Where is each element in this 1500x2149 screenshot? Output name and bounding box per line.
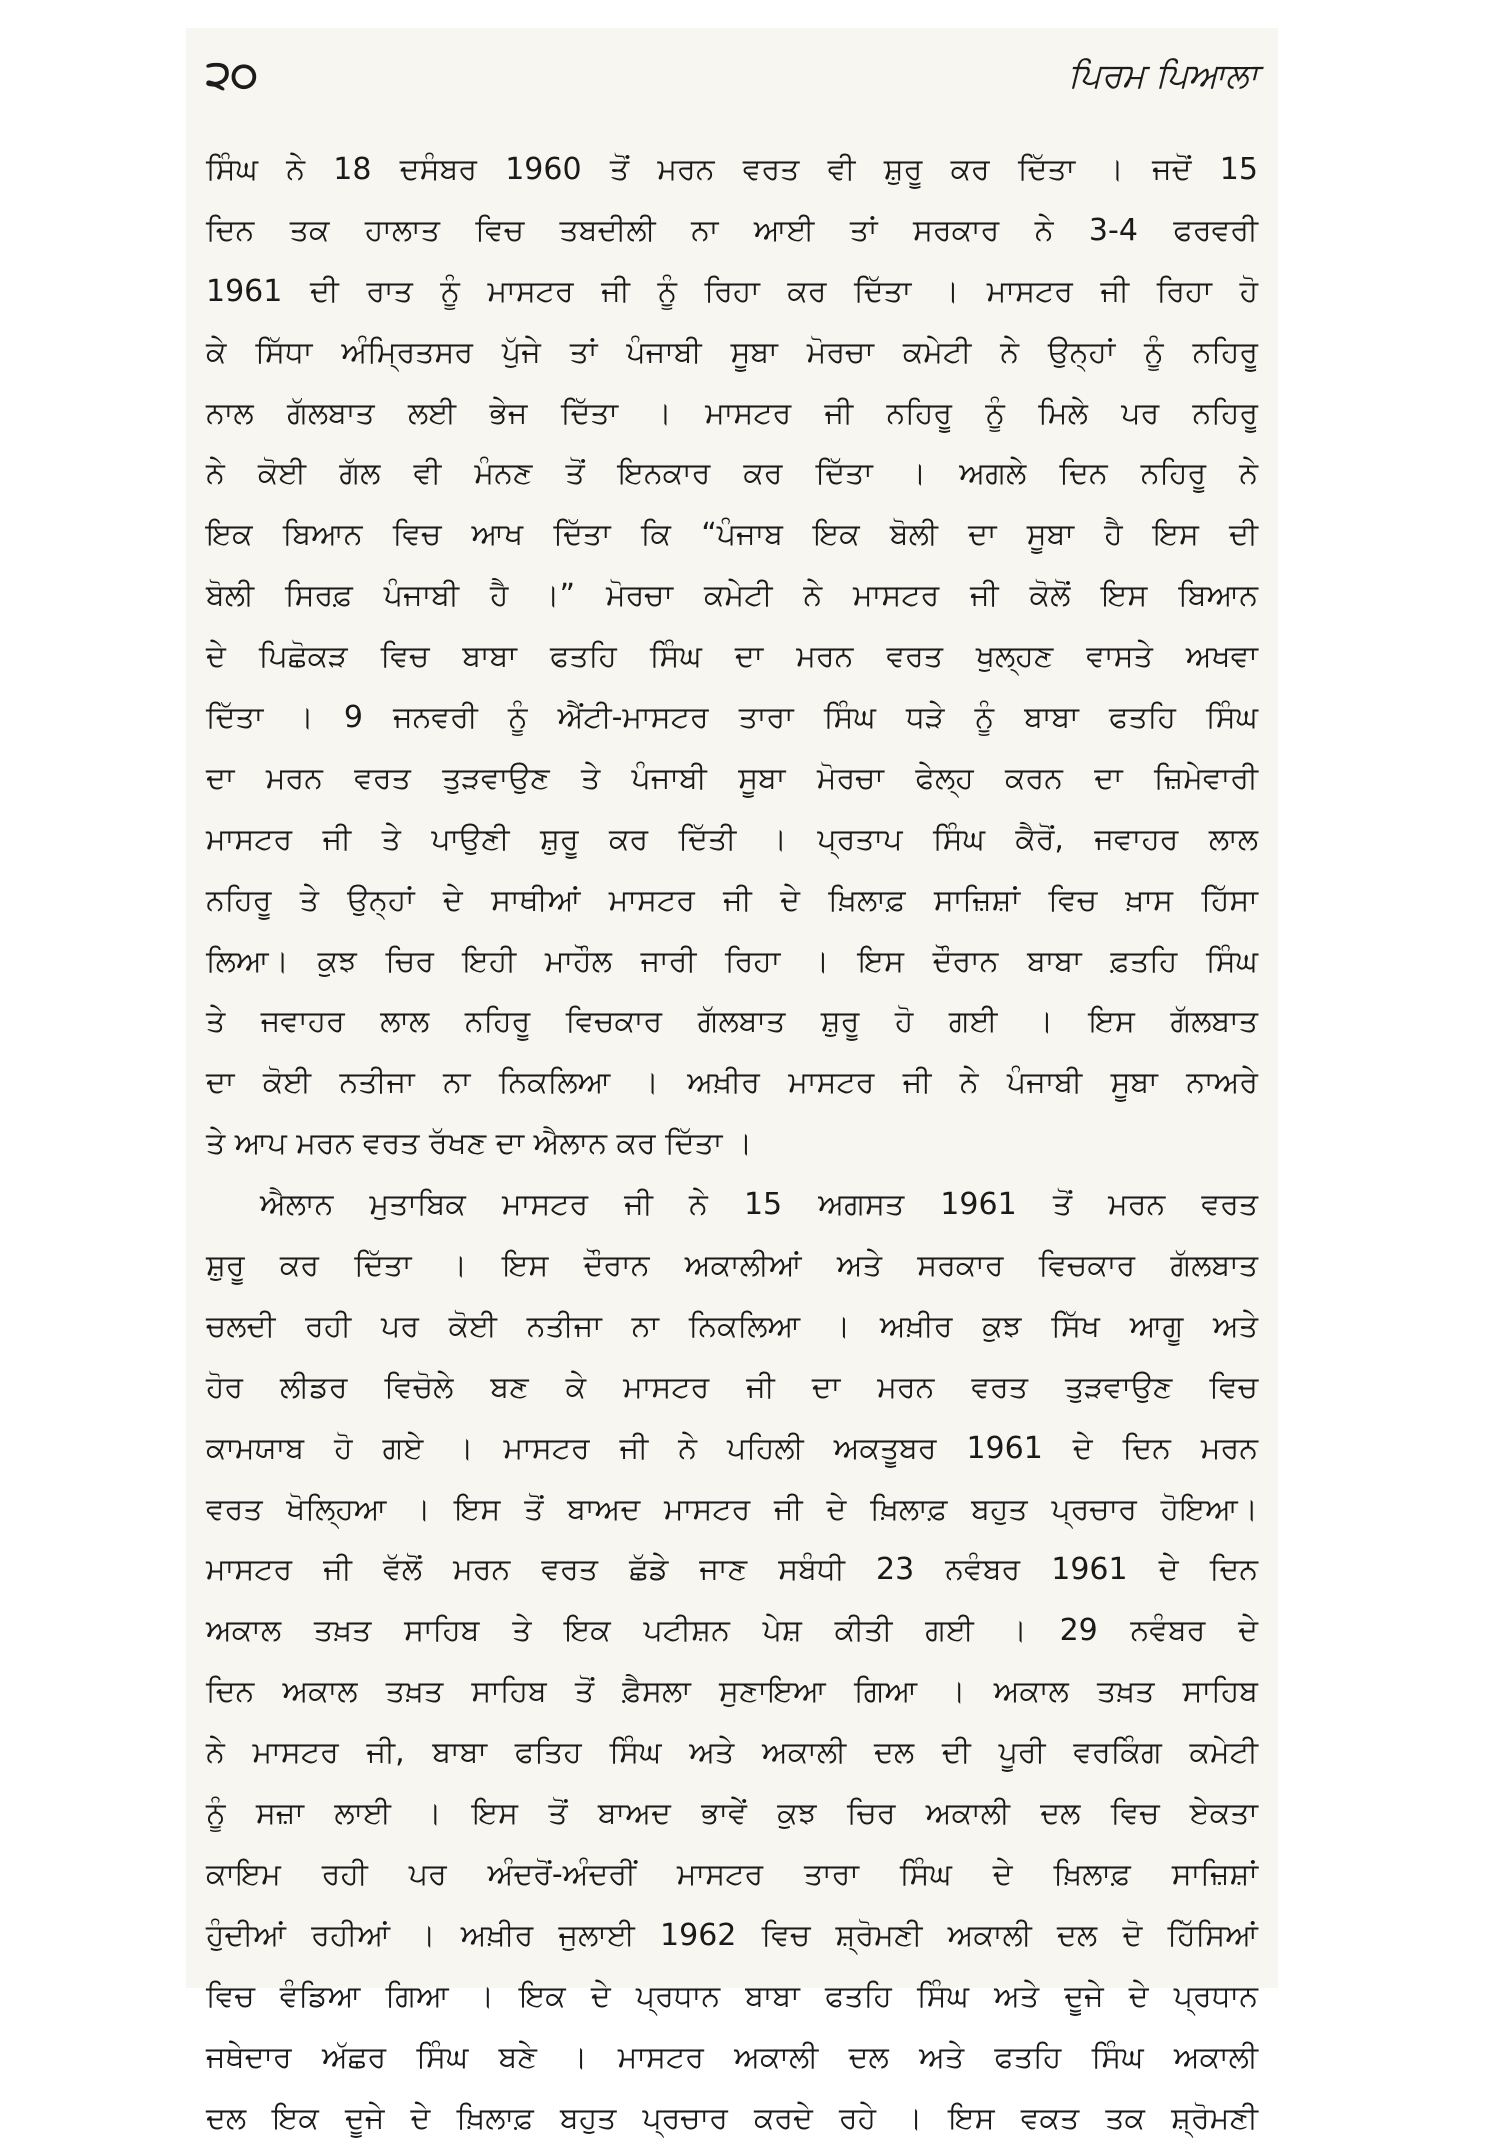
text-line: ਬੋਲੀ ਸਿਰਫ਼ ਪੰਜਾਬੀ ਹੈ ।” ਮੋਰਚਾ ਕਮੇਟੀ ਨੇ ਮਾਸਟਰ ਜੀ ਕੋਲੋਂ ਇਸ ਬਿਆਨ (206, 566, 1258, 627)
text-line: ਲਿਆ। ਕੁਝ ਚਿਰ ਇਹੀ ਮਾਹੌਲ ਜਾਰੀ ਰਿਹਾ । ਇਸ ਦੌਰਾਨ ਬਾਬਾ ਫ਼ਤਹਿ ਸਿੰਘ (206, 932, 1258, 993)
text-line: ਹੁੰਦੀਆਂ ਰਹੀਆਂ । ਅਖ਼ੀਰ ਜੁਲਾਈ 1962 ਵਿਚ ਸ਼੍ਰੋਮਣੀ ਅਕਾਲੀ ਦਲ ਦੋ ਹਿੱਸਿਆਂ (206, 1906, 1258, 1967)
text-line: ਨੇ ਕੋਈ ਗੱਲ ਵੀ ਮੰਨਣ ਤੋਂ ਇਨਕਾਰ ਕਰ ਦਿੱਤਾ । ਅਗਲੇ ਦਿਨ ਨਹਿਰੂ ਨੇ (206, 444, 1258, 505)
text-line: ਵਰਤ ਖੋਲ੍ਹਿਆ । ਇਸ ਤੋਂ ਬਾਅਦ ਮਾਸਟਰ ਜੀ ਦੇ ਖ਼ਿਲਾਫ਼ ਬਹੁਤ ਪ੍ਰਚਾਰ ਹੋਇਆ। (206, 1480, 1258, 1541)
page-header (206, 42, 1258, 112)
text-line: ਦਲ ਇਕ ਦੂਜੇ ਦੇ ਖ਼ਿਲਾਫ਼ ਬਹੁਤ ਪ੍ਰਚਾਰ ਕਰਦੇ ਰਹੇ । ਇਸ ਵਕਤ ਤਕ ਸ਼੍ਰੋਮਣੀ (206, 2089, 1258, 2149)
paragraph-end-line: ਤੇ ਆਪ ਮਰਨ ਵਰਤ ਰੱਖਣ ਦਾ ਐਲਾਨ ਕਰ ਦਿੱਤਾ । (206, 1114, 1258, 1175)
text-line: ਦਾ ਮਰਨ ਵਰਤ ਤੁੜਵਾਉਣ ਤੇ ਪੰਜਾਬੀ ਸੂਬਾ ਮੋਰਚਾ ਫੇਲ੍ਹ ਕਰਨ ਦਾ ਜ਼ਿਮੇਵਾਰੀ (206, 749, 1258, 810)
text-line: ਸਿੰਘ ਨੇ 18 ਦਸੰਬਰ 1960 ਤੋਂ ਮਰਨ ਵਰਤ ਵੀ ਸ਼ੁਰੂ ਕਰ ਦਿੱਤਾ । ਜਦੋਂ 15 (206, 140, 1258, 201)
paragraph-start-line: ਐਲਾਨ ਮੁਤਾਬਿਕ ਮਾਸਟਰ ਜੀ ਨੇ 15 ਅਗਸਤ 1961 ਤੋਂ ਮਰਨ ਵਰਤ (206, 1175, 1258, 1236)
text-line: ਨੇ ਮਾਸਟਰ ਜੀ, ਬਾਬਾ ਫਤਿਹ ਸਿੰਘ ਅਤੇ ਅਕਾਲੀ ਦਲ ਦੀ ਪੂਰੀ ਵਰਕਿੰਗ ਕਮੇਟੀ (206, 1723, 1258, 1784)
text-line: ਸ਼ੁਰੂ ਕਰ ਦਿੱਤਾ । ਇਸ ਦੌਰਾਨ ਅਕਾਲੀਆਂ ਅਤੇ ਸਰਕਾਰ ਵਿਚਕਾਰ ਗੱਲਬਾਤ (206, 1236, 1258, 1297)
text-line: ਦੇ ਪਿਛੋਕੜ ਵਿਚ ਬਾਬਾ ਫਤਹਿ ਸਿੰਘ ਦਾ ਮਰਨ ਵਰਤ ਖੁਲ੍ਹਣ ਵਾਸਤੇ ਅਖਵਾ (206, 627, 1258, 688)
text-line: ਕੇ ਸਿੱਧਾ ਅੰਮ੍ਰਿਤਸਰ ਪੁੱਜੇ ਤਾਂ ਪੰਜਾਬੀ ਸੂਬਾ ਮੋਰਚਾ ਕਮੇਟੀ ਨੇ ਉਨ੍ਹਾਂ ਨੂੰ ਨਹਿਰੂ (206, 323, 1258, 384)
text-line: ਮਾਸਟਰ ਜੀ ਵੱਲੋਂ ਮਰਨ ਵਰਤ ਛੱਡੇ ਜਾਣ ਸਬੰਧੀ 23 ਨਵੰਬਰ 1961 ਦੇ ਦਿਨ (206, 1540, 1258, 1601)
body-text (206, 140, 1258, 2149)
text-line: ਤੇ ਜਵਾਹਰ ਲਾਲ ਨਹਿਰੂ ਵਿਚਕਾਰ ਗੱਲਬਾਤ ਸ਼ੁਰੂ ਹੋ ਗਈ । ਇਸ ਗੱਲਬਾਤ (206, 992, 1258, 1053)
text-line: ਦਿੱਤਾ । 9 ਜਨਵਰੀ ਨੂੰ ਐਂਟੀ-ਮਾਸਟਰ ਤਾਰਾ ਸਿੰਘ ਧੜੇ ਨੂੰ ਬਾਬਾ ਫਤਹਿ ਸਿੰਘ (206, 688, 1258, 749)
text-line: ਦਿਨ ਤਕ ਹਾਲਾਤ ਵਿਚ ਤਬਦੀਲੀ ਨਾ ਆਈ ਤਾਂ ਸਰਕਾਰ ਨੇ 3-4 ਫਰਵਰੀ (206, 201, 1258, 262)
text-line: ਨਾਲ ਗੱਲਬਾਤ ਲਈ ਭੇਜ ਦਿੱਤਾ । ਮਾਸਟਰ ਜੀ ਨਹਿਰੂ ਨੂੰ ਮਿਲੇ ਪਰ ਨਹਿਰੂ (206, 384, 1258, 445)
text-line: ਕਾਇਮ ਰਹੀ ਪਰ ਅੰਦਰੋਂ-ਅੰਦਰੀਂ ਮਾਸਟਰ ਤਾਰਾ ਸਿੰਘ ਦੇ ਖ਼ਿਲਾਫ਼ ਸਾਜ਼ਿਸ਼ਾਂ (206, 1845, 1258, 1906)
text-line: ਕਾਮਯਾਬ ਹੋ ਗਏ । ਮਾਸਟਰ ਜੀ ਨੇ ਪਹਿਲੀ ਅਕਤੂਬਰ 1961 ਦੇ ਦਿਨ ਮਰਨ (206, 1419, 1258, 1480)
text-line: ਦਿਨ ਅਕਾਲ ਤਖ਼ਤ ਸਾਹਿਬ ਤੋਂ ਫ਼ੈਸਲਾ ਸੁਣਾਇਆ ਗਿਆ । ਅਕਾਲ ਤਖ਼ਤ ਸਾਹਿਬ (206, 1662, 1258, 1723)
text-line: ਹੋਰ ਲੀਡਰ ਵਿਚੋਲੇ ਬਣ ਕੇ ਮਾਸਟਰ ਜੀ ਦਾ ਮਰਨ ਵਰਤ ਤੁੜਵਾਉਣ ਵਿਚ (206, 1358, 1258, 1419)
text-line: ਮਾਸਟਰ ਜੀ ਤੇ ਪਾਉਣੀ ਸ਼ੁਰੂ ਕਰ ਦਿੱਤੀ । ਪ੍ਰਤਾਪ ਸਿੰਘ ਕੈਰੋਂ, ਜਵਾਹਰ ਲਾਲ (206, 810, 1258, 871)
text-line: 1961 ਦੀ ਰਾਤ ਨੂੰ ਮਾਸਟਰ ਜੀ ਨੂੰ ਰਿਹਾ ਕਰ ਦਿੱਤਾ । ਮਾਸਟਰ ਜੀ ਰਿਹਾ ਹੋ (206, 262, 1258, 323)
text-line: ਜਥੇਦਾਰ ਅੱਛਰ ਸਿੰਘ ਬਣੇ । ਮਾਸਟਰ ਅਕਾਲੀ ਦਲ ਅਤੇ ਫਤਹਿ ਸਿੰਘ ਅਕਾਲੀ (206, 2028, 1258, 2089)
text-line: ਵਿਚ ਵੰਡਿਆ ਗਿਆ । ਇਕ ਦੇ ਪ੍ਰਧਾਨ ਬਾਬਾ ਫਤਹਿ ਸਿੰਘ ਅਤੇ ਦੂਜੇ ਦੇ ਪ੍ਰਧਾਨ (206, 1967, 1258, 2028)
text-line: ਨਹਿਰੂ ਤੇ ਉਨ੍ਹਾਂ ਦੇ ਸਾਥੀਆਂ ਮਾਸਟਰ ਜੀ ਦੇ ਖ਼ਿਲਾਫ਼ ਸਾਜ਼ਿਸ਼ਾਂ ਵਿਚ ਖ਼ਾਸ ਹਿੱਸਾ (206, 871, 1258, 932)
running-title: ਪਿਰਮ ਪਿਆਲਾ (1068, 56, 1258, 96)
book-page (186, 28, 1278, 1988)
page-number: ੨੦ (206, 52, 258, 98)
text-line: ਅਕਾਲ ਤਖ਼ਤ ਸਾਹਿਬ ਤੇ ਇਕ ਪਟੀਸ਼ਨ ਪੇਸ਼ ਕੀਤੀ ਗਈ । 29 ਨਵੰਬਰ ਦੇ (206, 1601, 1258, 1662)
text-line: ਨੂੰ ਸਜ਼ਾ ਲਾਈ । ਇਸ ਤੋਂ ਬਾਅਦ ਭਾਵੇਂ ਕੁਝ ਚਿਰ ਅਕਾਲੀ ਦਲ ਵਿਚ ਏਕਤਾ (206, 1784, 1258, 1845)
text-line: ਇਕ ਬਿਆਨ ਵਿਚ ਆਖ ਦਿੱਤਾ ਕਿ “ਪੰਜਾਬ ਇਕ ਬੋਲੀ ਦਾ ਸੂਬਾ ਹੈ ਇਸ ਦੀ (206, 505, 1258, 566)
text-line: ਚਲਦੀ ਰਹੀ ਪਰ ਕੋਈ ਨਤੀਜਾ ਨਾ ਨਿਕਲਿਆ । ਅਖ਼ੀਰ ਕੁਝ ਸਿੱਖ ਆਗੂ ਅਤੇ (206, 1297, 1258, 1358)
text-line: ਦਾ ਕੋਈ ਨਤੀਜਾ ਨਾ ਨਿਕਲਿਆ । ਅਖ਼ੀਰ ਮਾਸਟਰ ਜੀ ਨੇ ਪੰਜਾਬੀ ਸੂਬਾ ਨਾਅਰੇ (206, 1053, 1258, 1114)
